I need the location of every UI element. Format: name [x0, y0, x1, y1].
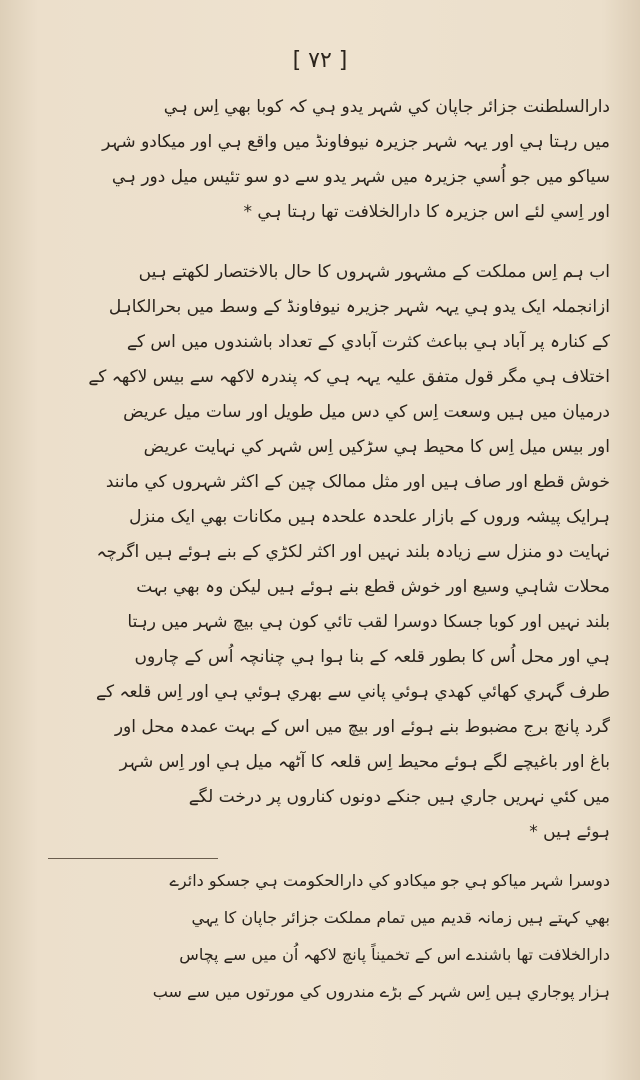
text-line: اور بيس ميل اِس کا محيط ہي سڑکيں اِس شہر کي نہايت عريض	[143, 437, 610, 457]
text-line: خوش قطع اور صاف ہيں اور مثل ممالک چين کے اکثر شہروں کي مانند	[105, 472, 610, 492]
text-line: نہايت دو منزل سے زيادہ بلند نہيں اور اکثر لکڑي کے بنے ہوئے ہيں اگرچہ	[96, 542, 610, 562]
text-line: بھي کہتے ہيں زمانہ قديم ميں تمام مملکت جزائر جاپان کا يہي	[191, 908, 610, 927]
page-number: [ ٧٢ ]	[292, 48, 348, 73]
text-line: ہي اور محل اُس کا بطور قلعہ کے بنا ہوا ہي چنانچہ اُس کے چاروں	[134, 647, 610, 667]
text-line: ہزار پوجاري ہيں اِس شہر کے بڑے مندروں کي مورتوں ميں سے سب	[152, 982, 610, 1001]
paragraph-3	[30, 862, 610, 1010]
text-line: سياکو ميں جو اُسي جزيرہ ميں شہر يدو سے دو سو تئيس ميل دور ہي	[111, 167, 610, 187]
text-line: دارالسلطنت جزائر جاپان کي شہر يدو ہي کہ کوبا بھي اِس ہي	[163, 97, 610, 117]
text-line: ہرايک پيشہ وروں کے بازار علحدہ علحدہ ہيں مکانات بھي ايک منزل	[129, 507, 610, 527]
text-line: اب ہم اِس مملکت کے مشہور شہروں کا حال بالاختصار لکھتے ہيں	[138, 262, 610, 282]
text-line: درميان ميں ہيں وسعت اِس کي دس ميل طويل اور سات ميل عريض	[123, 402, 610, 422]
text-line: دوسرا شہر مياکو ہي جو ميکادو کي دارالحکومت ہي جسکو دائرے	[169, 871, 610, 890]
paragraph-2	[30, 255, 610, 850]
text-line: ميں رہتا ہي اور يہہ شہر جزيرہ نيوفاونڈ ميں واقع ہي اور ميکادو شہر	[102, 132, 610, 152]
text-line: ازانجملہ ايک يدو ہي يہہ شہر جزيرہ نيوفاونڈ کے وسط ميں بحرالکاہل	[108, 297, 610, 317]
text-line: اختلاف ہي مگر قول متفق عليہ يہہ ہي کہ پندرہ لاکھہ سے بيس لاکھہ کے	[88, 367, 610, 387]
text-line: گرد پانچ برج مضبوط بنے ہوئے اور بيچ ميں اس کے بہت عمدہ محل اور	[114, 717, 610, 737]
text-line: محلات شاہي وسيع اور خوش قطع بنے ہوئے ہيں ليکن وہ بھي بہت	[136, 577, 610, 597]
text-line: اور اِسي لئے اس جزيرہ کا دارالخلافت تھا رہتا ہي *	[243, 202, 610, 222]
paragraph-1	[30, 90, 610, 230]
text-line: ہوئے ہيں *	[529, 822, 610, 842]
text-line: کے کنارہ پر آباد ہي بباعث کثرت آبادي کے تعداد باشندوں ميں اس کے	[126, 332, 610, 352]
text-line: دارالخلافت تھا باشندے اس کے تخميناً پانچ لاکھہ اُن ميں سے پچاس	[179, 945, 610, 964]
text-line: ميں کئي نہريں جاري ہيں جنکے دونوں کناروں پر درخت لگے	[188, 787, 610, 807]
text-line: بلند نہيں اور کوبا جسکا دوسرا لقب تائي کون ہي بيچ شہر ميں رہتا	[127, 612, 610, 632]
text-line: طرف گہري کھائي کھدي ہوئي پاني سے بھري ہوئي ہي اور اِس قلعہ کے	[96, 682, 610, 702]
separator-rule	[48, 858, 218, 859]
text-line: باغ اور باغيچے لگے ہوئے محيط اِس قلعہ کا آٹھہ ميل ہي اور اِس شہر	[119, 752, 610, 772]
